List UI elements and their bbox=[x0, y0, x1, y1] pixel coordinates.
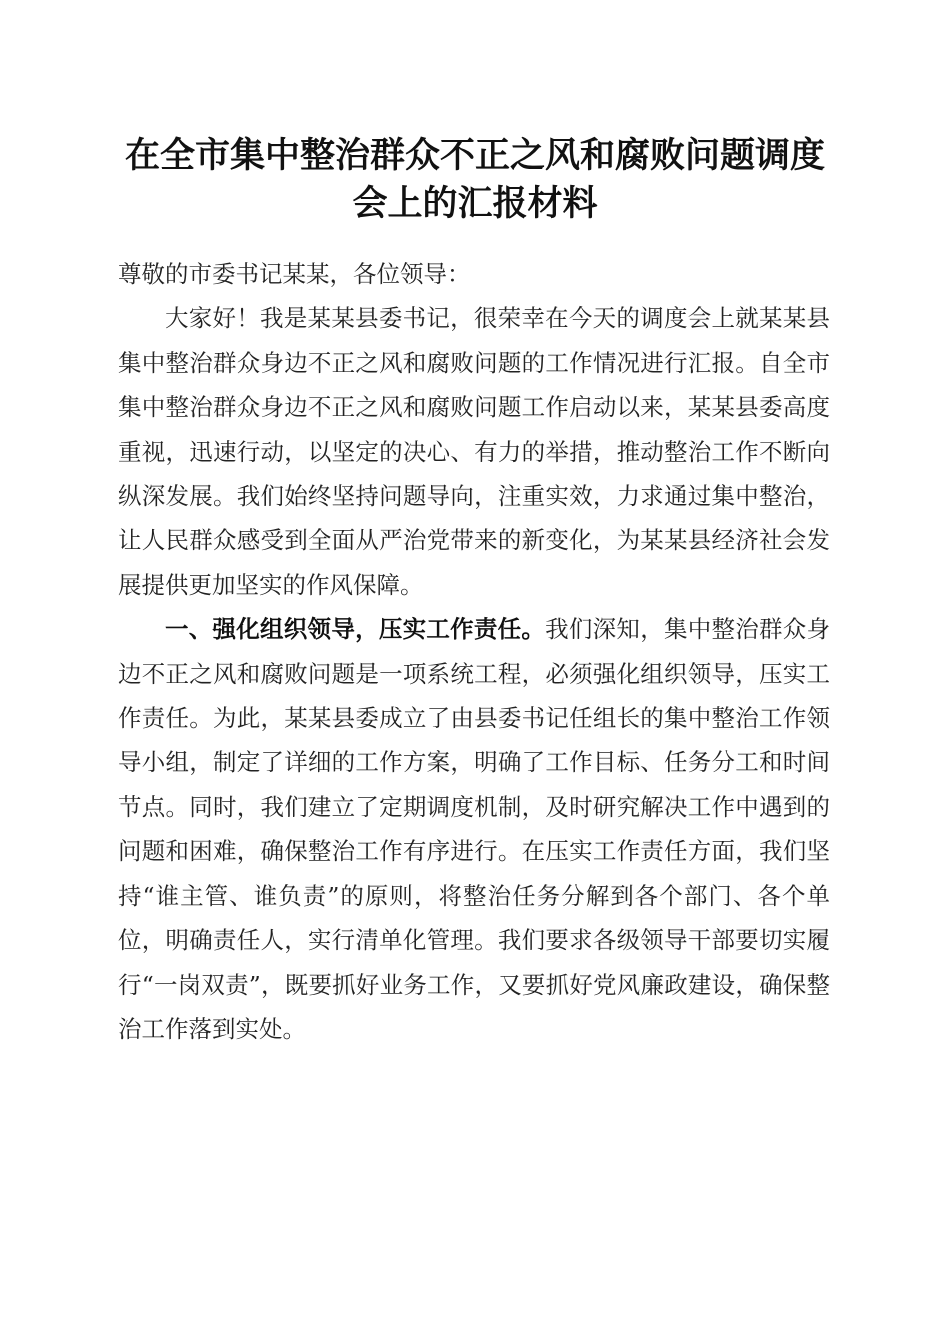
section-1-body: 我们深知，集中整治群众身边不正之风和腐败问题是一项系统工程，必须强化组织领导，压实工作责任。为此，某某县委成立了由县委书记任组长的集中整治工作领导小组，制定了详细的工作方案，明确了工作目标、任务分工和时间节点。同时，我们建立了定期调度机制，及时研究解决工作中遇到的问题和困难，确保整治工作有序进行。在压实工作责任方面，我们坚持“谁主管、谁负责”的原则，将整治任务分解到各个部门、各个单位，明确责任人，实行清单化管理。我们要求各级领导干部要切实履行“一岗双责”，既要抓好业务工作，又要抓好党风廉政建设，确保整治工作落到实处。 bbox=[118, 615, 831, 1043]
salutation: 尊敬的市委书记某某，各位领导： bbox=[118, 260, 471, 288]
document-title bbox=[100, 132, 850, 228]
paragraph-section-1 bbox=[118, 607, 830, 1051]
title-line-1: 在全市集中整治群众不正之风和腐败问题调度 bbox=[124, 135, 825, 176]
paragraph-intro: 大家好！我是某某县委书记，很荣幸在今天的调度会上就某某县集中整治群众身边不正之风和腐败问题的工作情况进行汇报。自全市集中整治群众身边不正之风和腐败问题工作启动以来，某某县委高度重视，迅速行动，以坚定的决心、有力的举措，推动整治工作不断向纵深发展。我们始终坚持问题导向，注重实效，力求通过集中整治，让人民群众感受到全面从严治党带来的新变化，为某某县经济社会发展提供更加坚实的作风保障。 bbox=[118, 304, 830, 599]
title-line-2: 会上的汇报材料 bbox=[352, 183, 598, 224]
document-body bbox=[118, 252, 830, 1051]
section-1-heading: 一、强化组织领导，压实工作责任。 bbox=[165, 615, 546, 644]
